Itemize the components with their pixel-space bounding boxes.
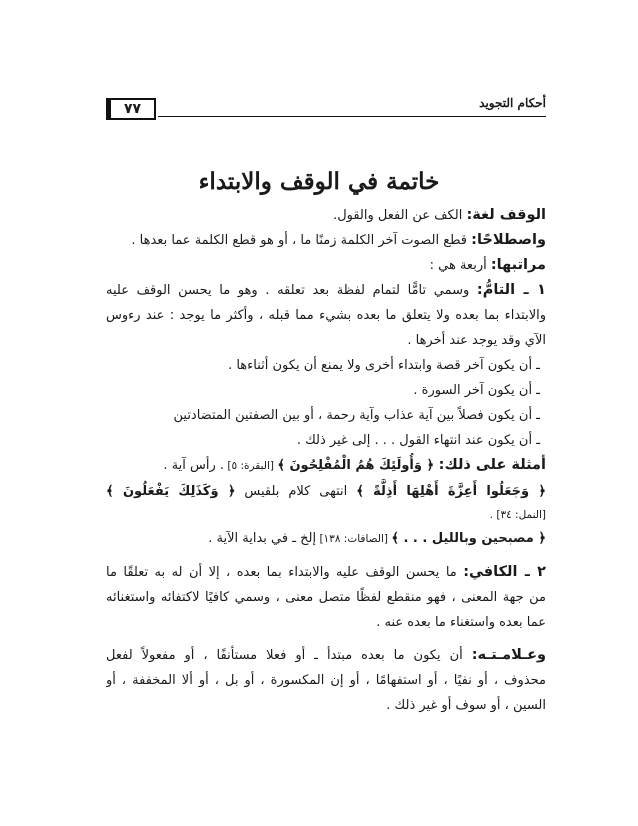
examples-line3 <box>106 526 546 552</box>
section2-text1: ما يحسن الوقف عليه والابتداء بما بعده ، إلا أن له به تعلقًا ما <box>106 565 464 580</box>
section1-line1 <box>106 278 546 303</box>
quran-verse-3: ﴿ وَكَذَلِكَ يَفْعَلُونَ ﴾ <box>106 484 236 499</box>
page-number: ٧٧ <box>123 101 142 117</box>
signs-line1 <box>106 643 546 668</box>
text-maratib: أربعة هي : <box>429 258 491 273</box>
examples-line2 <box>106 479 546 504</box>
quran-verse-4: ﴿ مصبحين وبالليل . . . ﴾ <box>391 531 546 546</box>
term-maratib: مراتبها: <box>490 257 546 273</box>
running-header-title: أحكام التجويد <box>479 96 546 110</box>
section2-line1 <box>106 560 546 585</box>
examples-note-1: . رأس آية . <box>163 458 225 473</box>
verse-ref-1: [البقرة: ٥] <box>224 460 278 472</box>
examples-ref-line <box>106 504 546 526</box>
tam-case-1: ـ أن يكون آخر قصة وابتداء أخرى ولا يمنع أن يكون أثناءها . <box>228 358 540 373</box>
verse-ref-3: [الصافات: ١٣٨] <box>316 533 392 545</box>
page-header <box>106 96 546 122</box>
quran-verse-1: ﴿ وَأُولَئِكَ هُمُ الْمُفْلِحُونَ ﴾ <box>277 458 439 473</box>
spacer <box>106 552 546 560</box>
quran-verse-2: ﴿ وَجَعَلُوا أَعِزَّةَ أَهْلِهَا أَذِلَّةً ﴾ <box>356 484 546 499</box>
term-lugha: الوقف لغة: <box>466 207 546 223</box>
tam-case-4: ـ أن يكون عند انتهاء القول . . . إلى غير ذلك . <box>296 433 540 448</box>
definition-maratib <box>106 253 546 278</box>
signs-text1: أن يكون ما بعده مبتدأ ـ أو فعلا مستأنفًا ، أو مفعولاً لفعل <box>106 648 472 663</box>
section1-line3: الآي وقد يوجد عند أخرها . <box>407 333 546 348</box>
signs-line3: السين ، أو سوف أو غير ذلك . <box>386 698 546 713</box>
term-tam: ١ ـ التامُّ: <box>476 282 546 298</box>
page-body <box>106 203 546 718</box>
section1-text1: وسمي تامًّا لتمام لفظة بعد تعلقه . وهو ما يحسن الوقف عليه <box>106 283 477 298</box>
signs-line2: محذوف ، أو نفيًا ، أو استفهامًا ، أو إن المكسورة ، أو بل ، أو ألا المخففة ، أو <box>106 673 546 688</box>
page-number-box <box>106 98 156 120</box>
spacer <box>106 635 546 643</box>
verse-ref-2: [النمل: ٣٤] . <box>489 509 546 521</box>
section2-line2: من جهة المعنى ، فهو منقطع لفظًا متصل معنى ، وسمي كافيًا لاكتفائه واستغنائه <box>106 590 546 605</box>
tam-case-2: ـ أن يكون آخر السورة . <box>413 383 540 398</box>
term-istilah: واصطلاحًا: <box>471 232 546 248</box>
term-kafi: ٢ ـ الكافي: <box>463 564 546 580</box>
text-istilah: قطع الصوت آخر الكلمة زمنًا ما ، أو هو قطع الكلمة عما بعدها . <box>131 233 472 248</box>
text-lugha: الكف عن الفعل والقول. <box>333 208 467 223</box>
examples-note-3: إلخ ـ في بداية الآية . <box>208 531 317 546</box>
definition-lugha <box>106 203 546 228</box>
chapter-title: خاتمة في الوقف والابتداء <box>198 168 440 195</box>
tam-case-3: ـ أن يكون فصلاً بين آية عذاب وآية رحمة ، أو بين الصفتين المتضادتين <box>173 408 540 423</box>
examples-note-2: انتهى كلام بلقيس <box>235 484 357 499</box>
section2-line3: عما بعده واستغناء ما بعده عنه . <box>376 615 546 630</box>
section1-line2: والابتداء بما بعده ولا يتعلق ما بعده بشيء مما قبله ، وأكثر ما يوجد : عند رءوس <box>106 308 546 323</box>
definition-istilah <box>106 228 546 253</box>
header-rule <box>158 116 546 117</box>
term-examples: أمثلة على ذلك: <box>438 457 546 473</box>
term-signs: وعـلامـتـه: <box>471 647 546 663</box>
examples-line1 <box>106 453 546 479</box>
